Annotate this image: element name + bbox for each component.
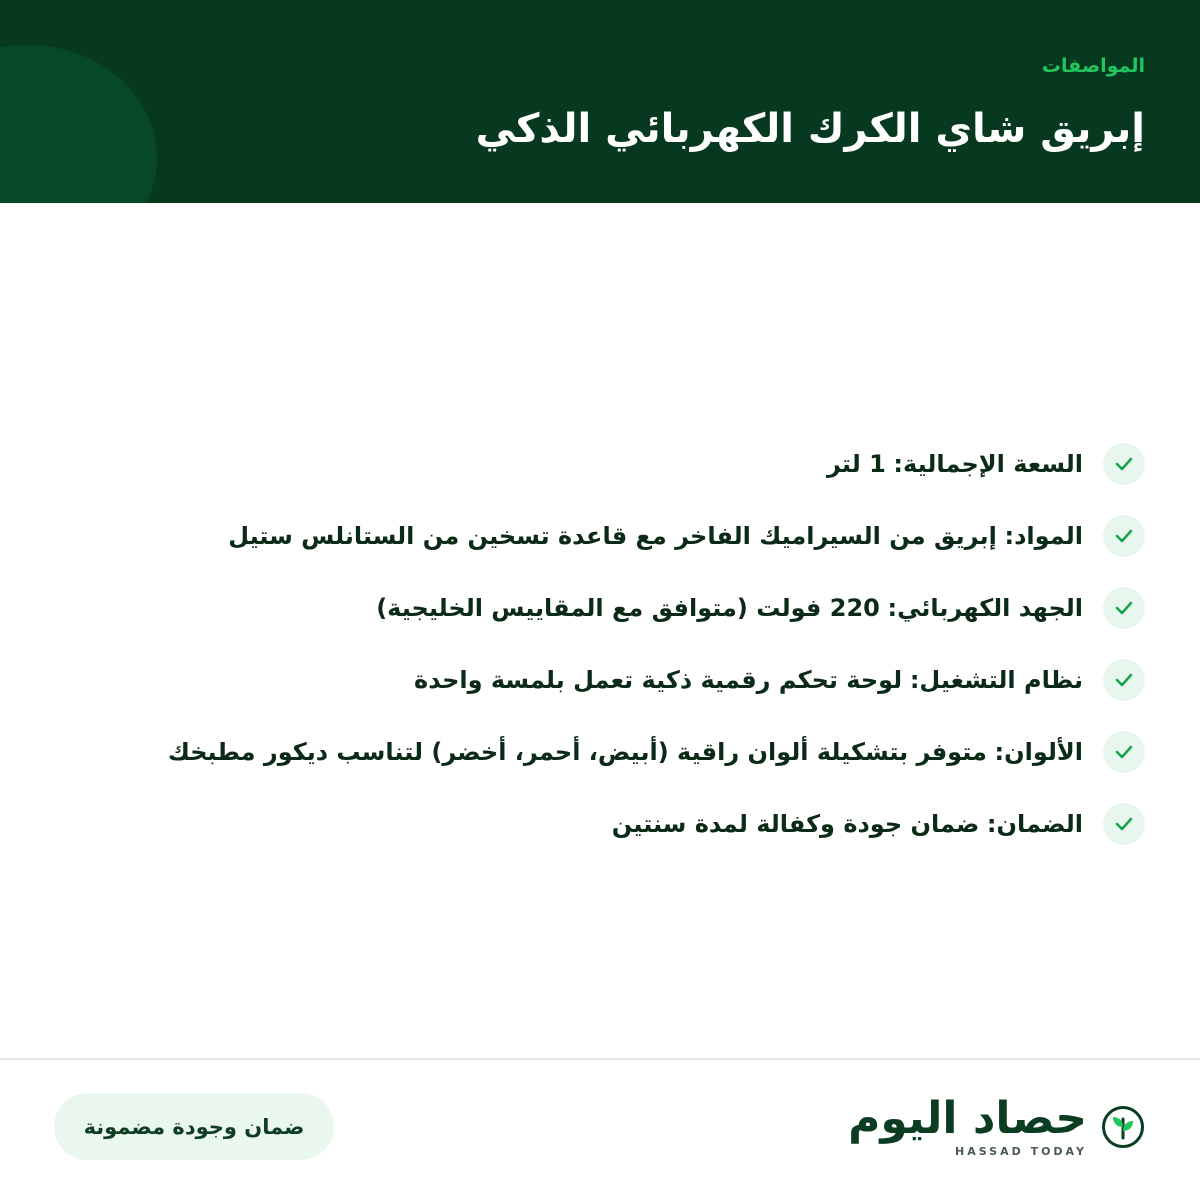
spec-label: الألوان: <box>994 738 1083 766</box>
spec-label: المواد: <box>1004 522 1083 550</box>
specs-list <box>55 428 1145 860</box>
spec-item-operation <box>55 644 1145 716</box>
spec-value: إبريق من السيراميك الفاخر مع قاعدة تسخين من الستانلس ستيل <box>228 522 997 550</box>
spec-item-colors <box>55 716 1145 788</box>
section-eyebrow: المواصفات <box>1041 55 1145 77</box>
spec-label: نظام التشغيل: <box>909 666 1083 694</box>
spec-value: 1 لتر <box>826 450 886 478</box>
check-icon <box>1103 803 1145 845</box>
spec-value: متوفر بتشكيلة ألوان راقية (أبيض، أحمر، أخضر) لتناسب ديكور مطبخك <box>167 738 987 766</box>
spec-label: الضمان: <box>986 810 1083 838</box>
brand-name: حصاد اليوم <box>848 1093 1087 1144</box>
header-banner <box>0 0 1200 203</box>
check-icon <box>1103 731 1145 773</box>
footer-divider <box>0 1058 1200 1060</box>
page-title: إبريق شاي الكرك الكهربائي الذكي <box>475 106 1145 152</box>
brand-subtitle: HASSAD TODAY <box>955 1145 1087 1158</box>
spec-value: ضمان جودة وكفالة لمدة سنتين <box>611 810 980 838</box>
spec-item-materials <box>55 500 1145 572</box>
check-icon <box>1103 515 1145 557</box>
spec-value: لوحة تحكم رقمية ذكية تعمل بلمسة واحدة <box>414 666 903 694</box>
brand-logo <box>848 1095 1145 1158</box>
leaf-logo-icon <box>1101 1105 1145 1149</box>
spec-item-voltage <box>55 572 1145 644</box>
decorative-circle <box>0 45 157 203</box>
quality-badge: ضمان وجودة مضمونة <box>54 1093 334 1160</box>
spec-item-capacity <box>55 428 1145 500</box>
check-icon <box>1103 587 1145 629</box>
spec-item-warranty <box>55 788 1145 860</box>
check-icon <box>1103 659 1145 701</box>
spec-label: السعة الإجمالية: <box>893 450 1083 478</box>
spec-label: الجهد الكهربائي: <box>887 594 1083 622</box>
spec-value: 220 فولت (متوافق مع المقاييس الخليجية) <box>376 594 880 622</box>
check-icon <box>1103 443 1145 485</box>
